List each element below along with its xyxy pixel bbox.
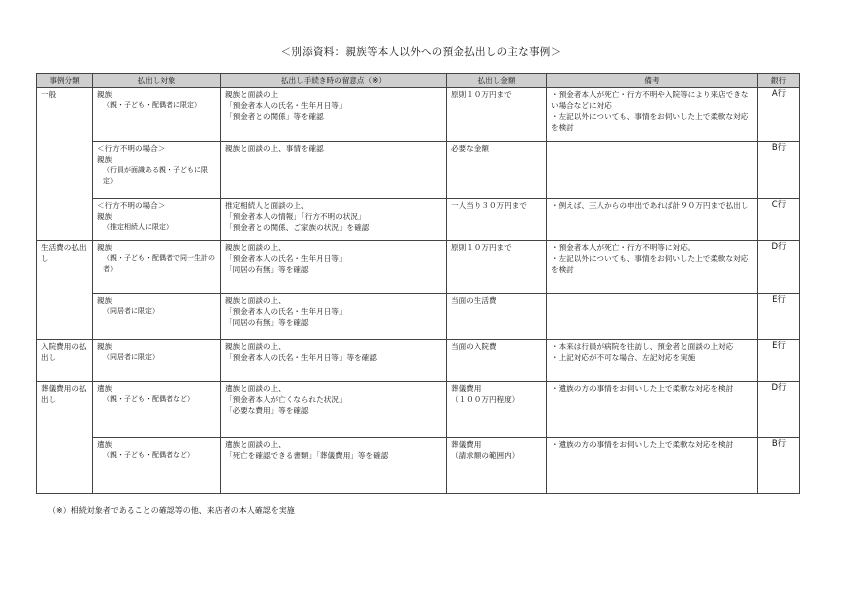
target-sub: （親・子ども・配偶者など） [103, 395, 194, 403]
procedure-cell: 親族と面談の上 「預金者本人の氏名・生年月日等」 「預金者との関係」等を確認 [221, 88, 447, 142]
header-procedure: 払出し手続き時の留意点（※） [221, 74, 447, 88]
bank-cell: D行 [758, 241, 800, 294]
note-cell: ・預金者本人が死亡・行方不明等に対応。 ・左記以外についても、事情をお伺いした上で柔軟な対応を検討 [547, 241, 758, 294]
table-row [37, 382, 800, 438]
note-cell: ・預金者本人が死亡・行方不明や入院等により来店できない場合などに対応 ・左記以外についても、事情をお伺いした上で柔軟な対応を検討 [547, 88, 758, 142]
note-cell [547, 294, 758, 340]
header-bank: 銀行 [758, 74, 800, 88]
bank-cell: C行 [758, 199, 800, 241]
table-row [37, 142, 800, 199]
table-header-row [37, 74, 800, 88]
header-amount: 払出し金額 [447, 74, 547, 88]
table-row [37, 199, 800, 241]
category-cell: 葬儀費用の払出し [37, 382, 93, 494]
amount-cell: 原則１０万円まで [447, 88, 547, 142]
amount-cell: 当面の生活費 [447, 294, 547, 340]
target-cell [93, 199, 221, 241]
table-row [37, 294, 800, 340]
note-cell: ・例えば、三人からの申出であれば計９０万円まで払出し [547, 199, 758, 241]
cases-table [36, 73, 800, 494]
header-note: 備考 [547, 74, 758, 88]
target-cell [93, 142, 221, 199]
amount-cell: 原則１０万円まで [447, 241, 547, 294]
note-cell [547, 142, 758, 199]
amount-cell: 葬儀費用 （１００万円程度） [447, 382, 547, 438]
category-cell: 入院費用の払出し [37, 340, 93, 382]
page-title: ＜別添資料：親族等本人以外への預金払出しの主な事例＞ [280, 46, 562, 58]
amount-cell: 必要な金額 [447, 142, 547, 199]
header-target: 払出し対象 [93, 74, 221, 88]
target-main: 親族 [97, 243, 113, 252]
procedure-cell: 親族と面談の上、 「預金者本人の氏名・生年月日等」等を確認 [221, 340, 447, 382]
note-cell: ・遺族の方の事情をお伺いした上で柔軟な対応を検討 [547, 438, 758, 494]
target-main: ＜行方不明の場合＞ 親族 [97, 144, 166, 164]
category-cell: 一般 [37, 88, 93, 241]
target-main: ＜行方不明の場合＞ 親族 [97, 201, 166, 221]
target-main: 遺族 [97, 384, 113, 393]
amount-cell: 当面の入院費 [447, 340, 547, 382]
target-sub: （行員が面識ある親・子どもに限定） [103, 166, 208, 185]
procedure-cell: 遺族と面談の上、 「預金者本人が亡くなられた状況」 「必要な費用」等を確認 [221, 382, 447, 438]
procedure-cell: 親族と面談の上、 「預金者本人の氏名・生年月日等」 「同居の有無」等を確認 [221, 241, 447, 294]
amount-cell: 一人当り３０万円まで [447, 199, 547, 241]
target-cell [93, 382, 221, 438]
category-cell: 生活費の払出し [37, 241, 93, 340]
header-category: 事例分類 [37, 74, 93, 88]
amount-cell: 葬儀費用 （請求額の範囲内） [447, 438, 547, 494]
table-row [37, 241, 800, 294]
table-row [37, 88, 800, 142]
target-cell [93, 241, 221, 294]
target-sub: （推定相続人に限定） [103, 223, 173, 231]
target-main: 親族 [97, 342, 113, 351]
procedure-cell: 親族と面談の上、 「預金者本人の氏名・生年月日等」 「同居の有無」等を確認 [221, 294, 447, 340]
target-sub: （親・子ども・配偶者に限定） [103, 101, 201, 109]
bank-cell: E行 [758, 340, 800, 382]
table-row [37, 438, 800, 494]
bank-cell: D行 [758, 382, 800, 438]
target-sub: （同居者に限定） [103, 353, 159, 361]
bank-cell: A行 [758, 88, 800, 142]
bank-cell: B行 [758, 142, 800, 199]
procedure-cell: 推定相続人と面談の上、 「預金者本人の情報」「行方不明の状況」 「預金者との関係、ご家族の状況」を確認 [221, 199, 447, 241]
target-sub: （親・子ども・配偶者など） [103, 451, 194, 459]
table-row [37, 340, 800, 382]
target-main: 遺族 [97, 440, 113, 449]
footnote: （※）相続対象者であることの確認等の他、来店者の本人確認を実施 [48, 506, 295, 515]
bank-cell: B行 [758, 438, 800, 494]
target-cell [93, 294, 221, 340]
note-cell: ・本来は行員が病院を往訪し、預金者と面談の上対応 ・上記対応が不可な場合、左記対応を実施 [547, 340, 758, 382]
bank-cell: E行 [758, 294, 800, 340]
note-cell: ・遺族の方の事情をお伺いした上で柔軟な対応を検討 [547, 382, 758, 438]
target-sub: （親・子ども・配偶者で同一生計の者） [103, 254, 215, 273]
target-sub: （同居者に限定） [103, 307, 159, 315]
target-main: 親族 [97, 90, 113, 99]
target-main: 親族 [97, 296, 113, 305]
procedure-cell: 親族と面談の上、事情を確認 [221, 142, 447, 199]
procedure-cell: 遺族と面談の上、 「死亡を確認できる書類」「葬儀費用」等を確認 [221, 438, 447, 494]
target-cell [93, 88, 221, 142]
target-cell [93, 340, 221, 382]
target-cell [93, 438, 221, 494]
